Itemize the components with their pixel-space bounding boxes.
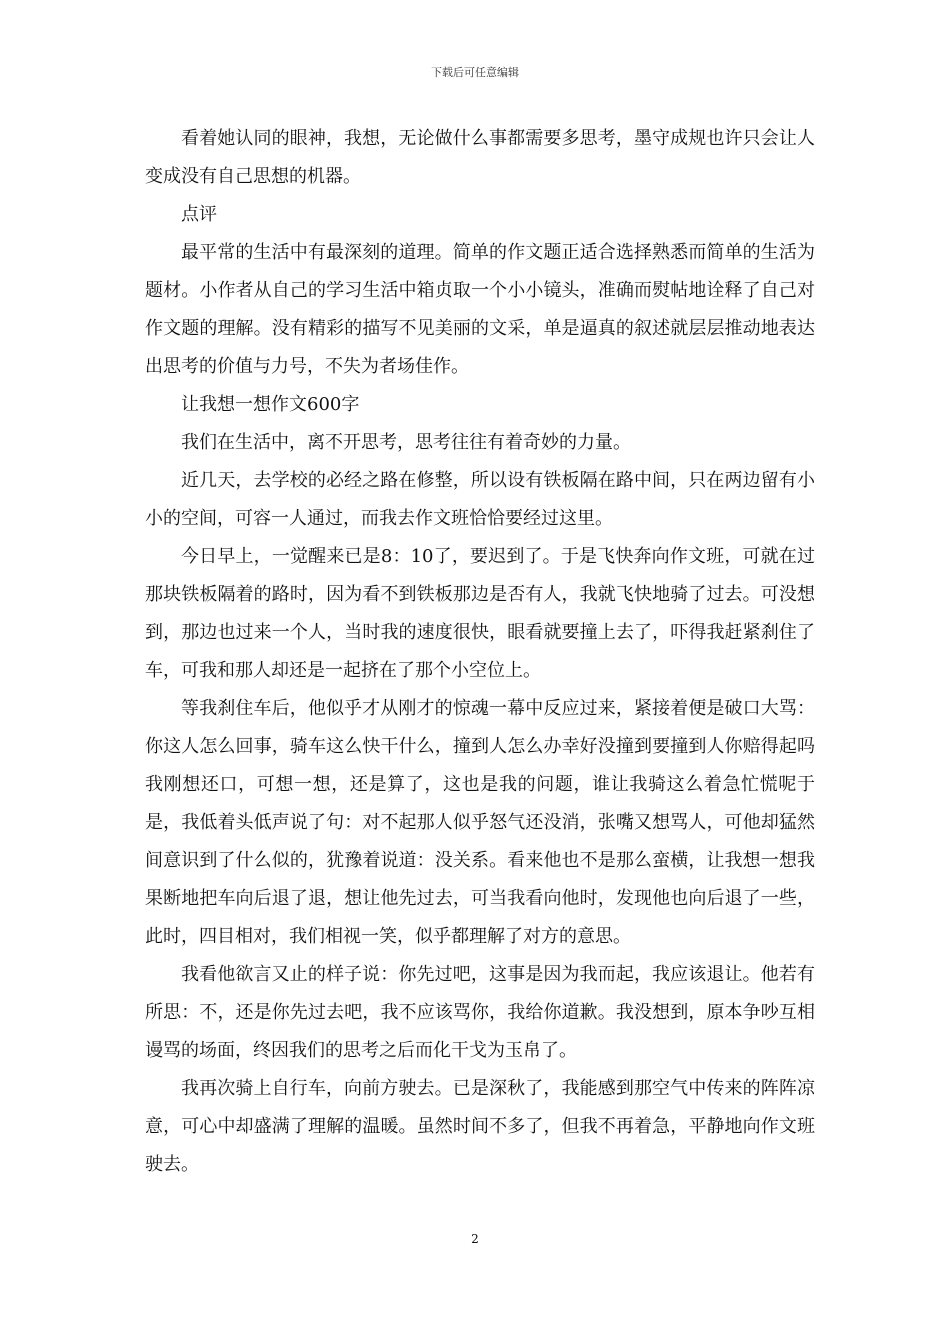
paragraph: 等我刹住车后，他似乎才从刚才的惊魂一幕中反应过来，紧接着便是破口大骂：你这人怎么回事，骑车这么快干什么，撞到人怎么办幸好没撞到要撞到人你赔得起吗我刚想还口，可想一想，还是算了，这也是我的问题，谁让我骑这么着急忙慌呢于是，我低着头低声说了句：对不起那人似乎怒气还没消，张嘴又想骂人，可他却猛然间意识到了什么似的，犹豫着说道：没关系。看来他也不是那么蛮横，让我想一想我果断地把车向后退了退，想让他先过去，可当我看向他时，发现他也向后退了一些，此时，四目相对，我们相视一笑，似乎都理解了对方的意思。 <box>145 698 815 947</box>
paragraph: 最平常的生活中有最深刻的道理。简单的作文题正适合选择熟悉而简单的生活为题材。小作者从自己的学习生活中箱贞取一个小小镜头，准确而熨帖地诠释了自己对作文题的理解。没有精彩的描写不见美丽的文采，单是逼真的叙述就层层推动地表达出思考的价值与力号，不失为者场佳作。 <box>145 242 815 377</box>
paragraph: 我再次骑上自行车，向前方驶去。已是深秋了，我能感到那空气中传来的阵阵凉意，可心中却盛满了理解的温暖。虽然时间不多了，但我不再着急，平静地向作文班驶去。 <box>145 1078 815 1175</box>
document-body <box>145 120 815 1184</box>
paragraph: 近几天，去学校的必经之路在修整，所以设有铁板隔在路中间，只在两边留有小小的空间，可容一人通过，而我去作文班恰恰要经过这里。 <box>145 470 815 529</box>
page-number: 2 <box>471 1232 479 1246</box>
paragraph: 我看他欲言又止的样子说：你先过吧，这事是因为我而起，我应该退让。他若有所思：不，还是你先过去吧，我不应该骂你，我给你道歉。我没想到，原本争吵互相谩骂的场面，终因我们的思考之后而化干戈为玉帛了。 <box>145 964 815 1061</box>
essay-title: 让我想一想作文600字 <box>181 394 360 415</box>
paragraph: 看着她认同的眼神，我想，无论做什么事都需要多思考，墨守成规也许只会让人变成没有自己思想的机器。 <box>145 128 815 187</box>
paragraph: 我们在生活中，离不开思考，思考往往有着奇妙的力量。 <box>181 432 631 453</box>
page-header: 下载后可任意编辑 <box>431 66 519 79</box>
paragraph: 今日早上，一觉醒来已是8：10了，要迟到了。于是飞快奔向作文班，可就在过那块铁板隔着的路时，因为看不到铁板那边是否有人，我就飞快地骑了过去。可没想到，那边也过来一个人，当时我的速度很快，眼看就要撞上去了，吓得我赶紧刹住了车，可我和那人却还是一起挤在了那个小空位上。 <box>145 546 815 681</box>
section-heading-review: 点评 <box>181 204 217 225</box>
